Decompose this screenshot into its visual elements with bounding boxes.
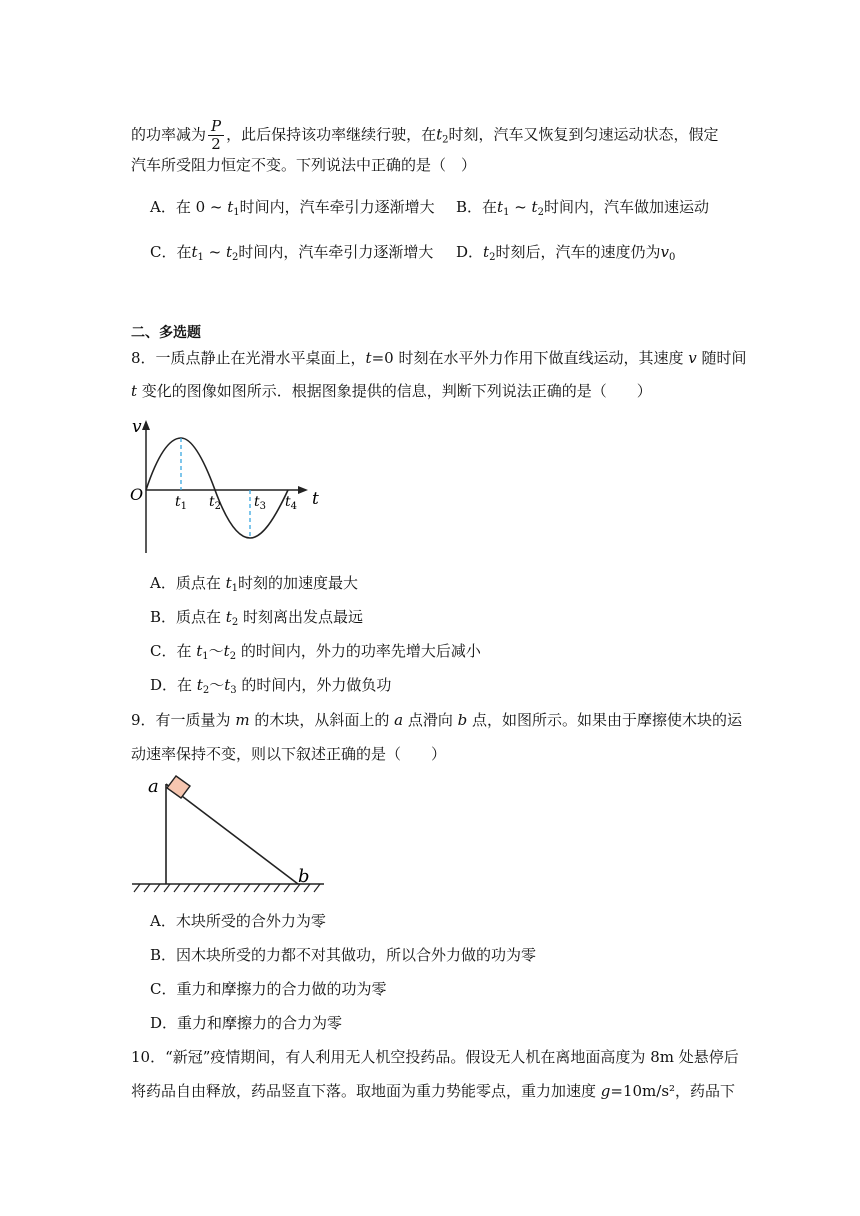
q9-option-b[interactable]: B．因木块所受的力都不对其做功，所以合外力做的功为零 bbox=[150, 946, 537, 964]
q7-line-1: 的功率减为 $\frac{P}{2}$ ，此后保持该功率继续行驶，在$t_2$时刻，汽车又恢复到匀速运动状态，假定 bbox=[131, 117, 719, 153]
q7-option-c[interactable]: C．在$t_1$ ~ $t_2$时间内，汽车牵引力逐渐增大 bbox=[150, 243, 434, 263]
t4-label: $t_4$ bbox=[285, 494, 298, 512]
t3-label: $t_3$ bbox=[254, 494, 267, 512]
t-axis-label: t bbox=[312, 489, 319, 509]
origin-label: O bbox=[130, 485, 144, 504]
q8-option-a[interactable]: A．质点在 $t_1$时刻的加速度最大 bbox=[150, 574, 359, 594]
q7-option-b[interactable]: B．在$t_1$ ~ $t_2$时间内，汽车做加速运动 bbox=[456, 198, 709, 218]
q9-option-c[interactable]: C．重力和摩擦力的合力做的功为零 bbox=[150, 980, 387, 998]
velocity-time-graph bbox=[128, 418, 328, 558]
q7-option-d[interactable]: D．$t_2$时刻后，汽车的速度仍为$v_0$ bbox=[456, 243, 676, 263]
incline-diagram bbox=[128, 770, 328, 900]
q9-option-a[interactable]: A．木块所受的合外力为零 bbox=[150, 912, 326, 930]
point-b-label: b bbox=[298, 866, 310, 887]
incline-surface bbox=[166, 784, 298, 884]
ground-hatching bbox=[134, 884, 320, 892]
wooden-block bbox=[167, 776, 190, 798]
v-axis-arrow bbox=[142, 420, 150, 430]
q10-line-2: 将药品自由释放，药品竖直下落。取地面为重力势能零点，重力加速度 g=10m/s²，药品下 bbox=[131, 1082, 736, 1100]
point-a-label: a bbox=[148, 776, 159, 797]
p-over-2-fraction: $\frac{P}{2}$ bbox=[208, 118, 224, 153]
q8-option-c[interactable]: C．在 $t_1\sim t_2$ 的时间内，外力的功率先增大后减小 bbox=[150, 642, 481, 662]
section-heading: 二、多选题 bbox=[131, 325, 201, 341]
t1-label: $t_1$ bbox=[175, 494, 188, 512]
t2-label: $t_2$ bbox=[209, 494, 222, 512]
t-axis-arrow bbox=[298, 486, 308, 494]
q9-option-d[interactable]: D．重力和摩擦力的合力为零 bbox=[150, 1014, 343, 1032]
v-label: v bbox=[132, 417, 142, 437]
velocity-curve bbox=[146, 438, 288, 538]
q7-option-a[interactable]: A．在 0 ~ $t_1$时间内，汽车牵引力逐渐增大 bbox=[150, 198, 435, 218]
q9-line-1: 9．有一质量为 m 的木块，从斜面上的 a 点滑向 b 点，如图所示。如果由于摩擦使木块的运 bbox=[131, 711, 742, 729]
q7-line-2: 汽车所受阻力恒定不变。下列说法中正确的是（ ） bbox=[131, 156, 477, 174]
q8-line-1: 8．一质点静止在光滑水平桌面上，t=0 时刻在水平外力作用下做直线运动，其速度 v 随时间 bbox=[131, 349, 747, 367]
q8-option-d[interactable]: D．在 $t_2\sim t_3$ 的时间内，外力做负功 bbox=[150, 676, 392, 696]
q9-line-2: 动速率保持不变，则以下叙述正确的是（ ） bbox=[131, 745, 447, 763]
q8-option-b[interactable]: B．质点在 $t_2$ 时刻离出发点最远 bbox=[150, 608, 363, 628]
q10-line-1: 10．“新冠”疫情期间，有人利用无人机空投药品。假设无人机在离地面高度为 8m 处悬停后 bbox=[131, 1048, 739, 1066]
q8-line-2: t 变化的图像如图所示．根据图象提供的信息，判断下列说法正确的是（ ） bbox=[131, 382, 652, 400]
